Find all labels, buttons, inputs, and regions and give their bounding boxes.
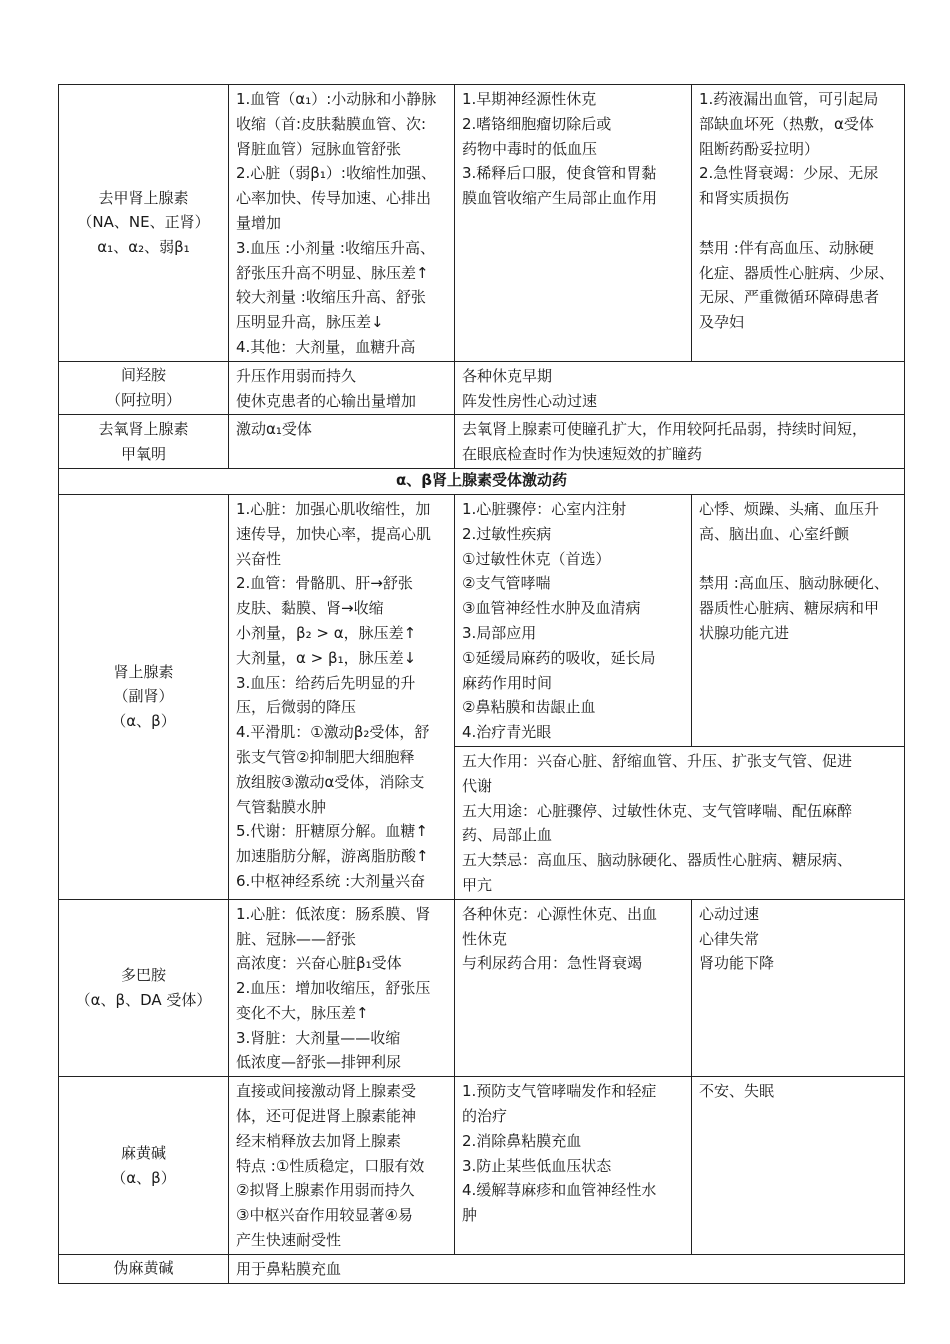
text-line: 膜血管收缩产生局部止血作用 [462, 189, 658, 208]
text-line: 阵发性房性心动过速 [462, 391, 598, 410]
text-line: 2.消除鼻粘膜充血 [462, 1131, 582, 1150]
text-line: 3.血压 :小剂量 :收缩压升高、 [236, 238, 435, 257]
text-line: 3.肾脏：大剂量——收缩 [236, 1028, 401, 1047]
text-line: 状腺功能亢进 [699, 623, 790, 642]
text-line: 去氧肾上腺素 [98, 419, 189, 438]
row-pseudoephedrine [59, 1254, 905, 1283]
uses-cell [455, 1077, 692, 1255]
drug-name-cell [59, 361, 229, 415]
text-line: 麻黄碱 [120, 1143, 166, 1162]
text-line: 心率加快、传导加速、心排出 [236, 189, 432, 208]
text-line: 激动α₁受体 [236, 420, 312, 439]
text-line: 甲氧明 [120, 444, 166, 463]
effects-cell [229, 494, 455, 899]
text-line: 五大作用：兴奋心脏、舒缩血管、升压、扩张支气管、促进 [462, 751, 853, 770]
text-line: 心律失常 [699, 929, 760, 948]
adverse-text [699, 497, 899, 547]
text-line: 心悸、烦躁、头痛、血压升 [699, 499, 880, 518]
text-line: （副肾） [113, 687, 174, 706]
text-line: 3.局部应用 [462, 623, 537, 642]
text-line: 性休克 [462, 929, 508, 948]
text-line: 6.中枢神经系统 :大剂量兴奋 [236, 871, 426, 890]
text-line: （α、β、DA 受体） [75, 990, 212, 1009]
text-line: 禁用 :伴有高血压、动脉硬 [699, 238, 874, 257]
text-line: 药、局部止血 [462, 826, 553, 845]
section-header-row [59, 468, 905, 494]
text-line: 脏、冠脉——舒张 [236, 929, 357, 948]
row-norepinephrine [59, 85, 905, 362]
text-line: 不安、失眠 [699, 1082, 775, 1101]
text-line: 间羟胺 [120, 366, 166, 385]
text-line: （阿拉明） [105, 391, 181, 410]
text-line: 代谢 [462, 776, 493, 795]
text-line: （NA、NE、正肾） [77, 213, 210, 232]
text-line: 3.血压：给药后先明显的升 [236, 673, 416, 692]
text-line: 变化不大，脉压差↑ [236, 1003, 369, 1022]
text-line: 的治疗 [462, 1107, 508, 1126]
text-line: ③血管神经性水肿及血清病 [462, 599, 641, 618]
text-line: 和肾实质损伤 [699, 189, 790, 208]
text-line: 1.血管（α₁）:小动脉和小静脉 [236, 90, 437, 108]
text-line: 加速脂肪分解，游离脂肪酸↑ [236, 847, 429, 866]
adverse-cell [692, 1077, 905, 1255]
text-line: 2.嗜铬细胞瘤切除后或 [462, 114, 612, 133]
text-line: 量增加 [236, 213, 282, 232]
text-line: 1.心脏骤停：心室内注射 [462, 499, 627, 518]
uses-cell [455, 85, 692, 362]
text-line: 1.药液漏出血管，可引起局 [699, 90, 879, 108]
row-ephedrine [59, 1077, 905, 1255]
adverse-cell [692, 899, 905, 1077]
text-line: 舒张压升高不明显、脉压差↑ [236, 263, 429, 282]
text-line: 各种休克：心源性休克、出血 [462, 904, 658, 923]
uses-cell [455, 899, 692, 1077]
drug-name-cell [59, 494, 229, 899]
row-phenylephrine [59, 415, 905, 469]
text-line: ②拟肾上腺素作用弱而持久 [236, 1181, 415, 1200]
text-line: 压明显升高，脉压差↓ [236, 313, 384, 332]
effects-cell [229, 85, 455, 362]
text-line: ③中枢兴奋作用较显著④易 [236, 1206, 413, 1225]
text-line: 2.血管：骨骼肌、肝→舒张 [236, 574, 413, 593]
uses-cell [455, 361, 905, 415]
text-line: 麻药作用时间 [462, 673, 553, 692]
text-line: 阻断药酚妥拉明） [699, 139, 820, 158]
text-line: 五大用途：心脏骤停、过敏性休克、支气管哮喘、配伍麻醉 [462, 801, 853, 820]
text-line: 无尿、严重微循环障碍患者 [699, 288, 880, 307]
text-line: ②支气管哮喘 [462, 574, 551, 593]
text-line: 放组胺③激动α受体，消除支 [236, 772, 425, 791]
drug-name-cell [59, 1254, 229, 1283]
drug-table [58, 84, 905, 1284]
text-line: 3.防止某些低血压状态 [462, 1156, 612, 1175]
effects-cell [229, 1077, 455, 1255]
text-line: 4.平滑肌：①激动β₂受体，舒 [236, 723, 430, 742]
drug-name-cell [59, 415, 229, 469]
text-line: （α、β） [111, 1168, 176, 1187]
effects-cell [229, 361, 455, 415]
text-line: 大剂量，α > β₁，脉压差↓ [236, 648, 417, 667]
text-line: 用于鼻粘膜充血 [236, 1259, 342, 1278]
text-line: 经末梢释放去加肾上腺素 [236, 1131, 402, 1150]
text-line: 1.预防支气管哮喘发作和轻症 [462, 1082, 657, 1101]
text-line: 甲亢 [462, 875, 493, 894]
adverse-text [699, 87, 899, 211]
row-metaraminol [59, 361, 905, 415]
text-line: ①过敏性休克（首选） [462, 549, 611, 568]
text-line: 收缩（首:皮肤黏膜血管、次: [236, 114, 427, 133]
text-line: 特点 :①性质稳定，口服有效 [236, 1156, 425, 1175]
text-line: 速传导，加快心率，提高心肌 [236, 524, 432, 543]
text-line: 较大剂量 :收缩压升高、舒张 [236, 288, 426, 307]
text-line: 肾脏血管）冠脉血管舒张 [236, 139, 402, 158]
text-line: 皮肤、黏膜、肾→收缩 [236, 599, 384, 618]
text-line: 伪麻黄碱 [113, 1259, 174, 1278]
text-line: 部缺血坏死（热敷，α受体 [699, 114, 874, 133]
text-line: 各种休克早期 [462, 366, 553, 385]
text-line: 去氧肾上腺素可使瞳孔扩大，作用较阿托品弱，持续时间短， [462, 420, 868, 439]
text-line: 升压作用弱而持久 [236, 366, 357, 385]
text-line: 压，后微弱的降压 [236, 698, 357, 717]
text-line: 低浓度—舒张—排钾利尿 [236, 1053, 402, 1072]
text-line: 1.心脏：加强心肌收缩性，加 [236, 499, 431, 518]
text-line: 使休克患者的心输出量增加 [236, 391, 417, 410]
summary-cell [455, 746, 905, 899]
contra-text [699, 236, 899, 335]
text-line: 2.急性肾衰竭：少尿、无尿 [699, 164, 879, 183]
text-line: 直接或间接激动肾上腺素受 [236, 1082, 417, 1101]
text-line: 产生快速耐受性 [236, 1231, 342, 1250]
uses-cell [455, 415, 905, 469]
row-dopamine [59, 899, 905, 1077]
text-line: 4.缓解荨麻疹和血管神经性水 [462, 1181, 657, 1200]
uses-cell [455, 494, 692, 746]
text-line: 肾功能下降 [699, 954, 775, 973]
text-line: 多巴胺 [120, 966, 166, 985]
text-line: 在眼底检查时作为快速短效的扩瞳药 [462, 445, 703, 464]
row-adrenaline [59, 494, 905, 746]
effects-cell [229, 1254, 905, 1283]
text-line: 五大禁忌：高血压、脑动脉硬化、器质性心脏病、糖尿病、 [462, 851, 853, 870]
text-line: 肿 [462, 1206, 478, 1225]
text-line: 去甲肾上腺素 [98, 188, 189, 207]
text-line: 小剂量，β₂ > α，脉压差↑ [236, 623, 417, 642]
text-line: 器质性心脏病、糖尿病和甲 [699, 599, 880, 618]
effects-cell [229, 415, 455, 469]
text-line: 4.治疗青光眼 [462, 723, 552, 742]
text-line: 肾上腺素 [113, 662, 174, 681]
text-line: 与利尿药合用：急性肾衰竭 [462, 954, 643, 973]
text-line: 心动过速 [699, 904, 760, 923]
text-line: 2.血压：增加收缩压，舒张压 [236, 979, 431, 998]
drug-name-cell [59, 899, 229, 1077]
section-title: α、β肾上腺素受体激动药 [59, 468, 905, 494]
text-line: 兴奋性 [236, 549, 282, 568]
text-line: 药物中毒时的低血压 [462, 139, 598, 158]
text-line: 化症、器质性心脏病、少尿、 [699, 263, 895, 282]
text-line: 3.稀释后口服，使食管和胃黏 [462, 164, 657, 183]
text-line: 高浓度：兴奋心脏β₁受体 [236, 954, 402, 973]
text-line: 张支气管②抑制肥大细胞释 [236, 747, 415, 766]
adverse-contra-cell [692, 494, 905, 746]
text-line: 2.心脏（弱β₁）:收缩性加强、 [236, 164, 436, 183]
text-line: ①延缓局麻药的吸收，延长局 [462, 648, 656, 667]
effects-cell [229, 899, 455, 1077]
text-line: （α、β） [111, 712, 176, 731]
contra-text [699, 571, 899, 645]
text-line: 2.过敏性疾病 [462, 524, 552, 543]
drug-name-cell [59, 1077, 229, 1255]
drug-name-cell [59, 85, 229, 362]
text-line: 5.代谢：肝糖原分解。血糖↑ [236, 822, 428, 841]
text-line: 体，还可促进肾上腺素能神 [236, 1107, 417, 1126]
text-line: 禁用 :高血压、脑动脉硬化、 [699, 574, 889, 593]
text-line: 1.早期神经源性休克 [462, 90, 597, 108]
text-line: 及孕妇 [699, 313, 745, 332]
text-line: 高、脑出血、心室纤颤 [699, 524, 850, 543]
text-line: 4.其他：大剂量，血糖升高 [236, 337, 416, 356]
text-line: 1.心脏：低浓度：肠系膜、肾 [236, 904, 431, 923]
text-line: α₁、α₂、弱β₁ [97, 238, 190, 257]
adverse-contra-cell [692, 85, 905, 362]
text-line: 气管黏膜水肿 [236, 797, 327, 816]
text-line: ②鼻粘膜和齿龈止血 [462, 698, 596, 717]
